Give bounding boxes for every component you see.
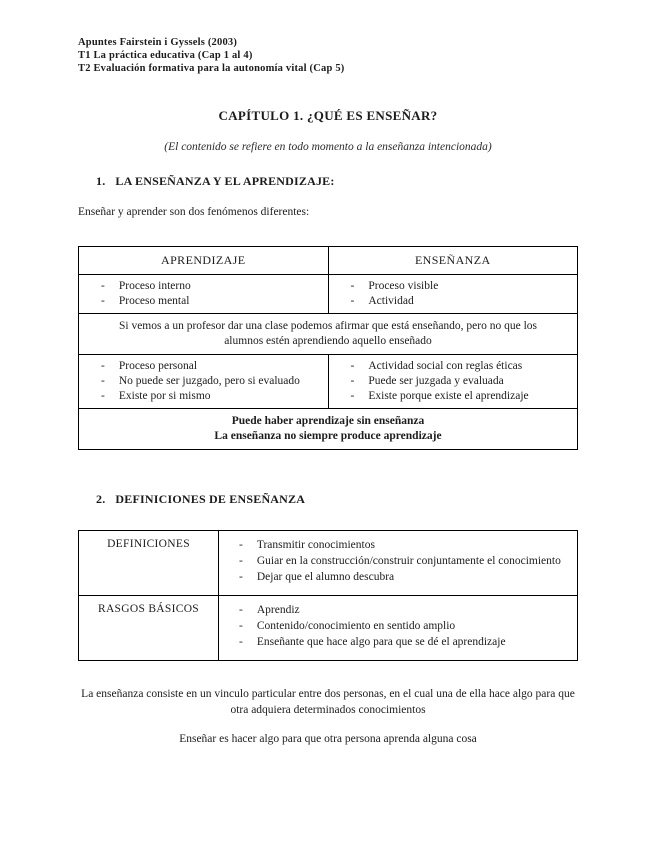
- bullet-item: [85, 359, 322, 374]
- header-line-2: T1 La práctica educativa (Cap 1 al 4): [78, 50, 253, 61]
- section-2-heading: [78, 492, 578, 507]
- bullet-dash: -: [350, 280, 355, 292]
- table2-cell-rasgos: [219, 596, 578, 661]
- bullet-item: [225, 569, 571, 585]
- table-row: [79, 355, 578, 409]
- bullet-text: Proceso interno: [118, 280, 191, 292]
- bullet-item: [85, 279, 322, 294]
- section-1-heading: [78, 174, 578, 189]
- bullet-dash: -: [350, 375, 355, 387]
- table1-span-statement: Si vemos a un profesor dar una clase podemos afirmar que está enseñando, pero no que los alumnos estén aprendiendo aquello enseñado: [79, 314, 578, 355]
- chapter-title: CAPÍTULO 1. ¿QUÉ ES ENSEÑAR?: [218, 108, 438, 123]
- bullet-dash: -: [101, 280, 105, 292]
- bullet-item: [85, 389, 322, 404]
- bullet-text: No puede ser juzgado, pero si evaluado: [118, 375, 300, 387]
- bullet-text: Puede ser juzgada y evaluada: [368, 375, 504, 387]
- table-row: [79, 531, 578, 596]
- conclusion-line-2: La enseñanza no siempre produce aprendizaje: [214, 430, 442, 442]
- bullet-dash: -: [239, 620, 243, 632]
- bullet-text: Actividad: [368, 295, 414, 307]
- header-line-3: T2 Evaluación formativa para la autonomía vital (Cap 5): [78, 63, 345, 74]
- bullet-item: [335, 294, 572, 309]
- bullet-item: [335, 279, 572, 294]
- chapter-subtitle: (El contenido se refiere en todo momento a la enseñanza intencionada): [164, 141, 492, 153]
- bullet-item: [85, 374, 322, 389]
- closing-paragraph: La enseñanza consiste en un vinculo particular entre dos personas, en el cual una de ella hace algo para que otra adquiera determinados conocimientos: [81, 688, 575, 716]
- document-header: [78, 36, 578, 75]
- section-1-number: 1.: [96, 174, 106, 188]
- bullet-text: Proceso mental: [118, 295, 190, 307]
- bullet-text: Existe porque existe el aprendizaje: [368, 390, 529, 402]
- bullet-item: [225, 634, 571, 650]
- bullet-item: [225, 602, 571, 618]
- conclusion-line-1: Puede haber aprendizaje sin enseñanza: [231, 415, 425, 427]
- bullet-text: Guiar en la construcción/construir conjuntamente el conocimiento: [256, 555, 561, 567]
- bullet-item: [85, 294, 322, 309]
- section-2-title: DEFINICIONES DE ENSEÑANZA: [115, 492, 306, 506]
- bullet-text: Transmitir conocimientos: [256, 539, 375, 551]
- bullet-text: Dejar que el alumno descubra: [256, 571, 395, 583]
- bullet-dash: -: [350, 360, 355, 372]
- bullet-dash: -: [101, 360, 105, 372]
- table-header-row: [79, 247, 578, 275]
- bullet-dash: -: [101, 390, 105, 402]
- definitions-table: [78, 530, 578, 661]
- table1-cell-ensenanza-2: [328, 355, 578, 409]
- bullet-text: Enseñante que hace algo para que se dé el aprendizaje: [256, 636, 506, 648]
- bullet-item: [335, 389, 572, 404]
- table1-cell-aprendizaje-1: [79, 275, 329, 314]
- table1-cell-aprendizaje-2: [79, 355, 329, 409]
- table1-cell-ensenanza-1: [328, 275, 578, 314]
- bullet-dash: -: [350, 390, 355, 402]
- table-row: [79, 409, 578, 450]
- bullet-text: Actividad social con reglas éticas: [368, 360, 523, 372]
- table2-label-definiciones: DEFINICIONES: [79, 531, 219, 596]
- bullet-dash: -: [350, 295, 355, 307]
- bullet-text: Proceso personal: [118, 360, 198, 372]
- header-line-1: Apuntes Fairstein i Gyssels (2003): [78, 37, 238, 48]
- closing-statement: Enseñar es hacer algo para que otra persona aprenda alguna cosa: [179, 733, 477, 745]
- table1-header-ensenanza: ENSEÑANZA: [328, 247, 578, 275]
- table2-label-rasgos: RASGOS BÁSICOS: [79, 596, 219, 661]
- bullet-text: Contenido/conocimiento en sentido amplio: [256, 620, 456, 632]
- comparison-table: [78, 246, 578, 450]
- bullet-dash: -: [239, 539, 243, 551]
- bullet-item: [335, 359, 572, 374]
- bullet-dash: -: [239, 604, 243, 616]
- section-1-intro: Enseñar y aprender son dos fenómenos diferentes:: [78, 206, 310, 218]
- table-row: [79, 275, 578, 314]
- bullet-text: Proceso visible: [368, 280, 439, 292]
- section-1-title: LA ENSEÑANZA Y EL APRENDIZAJE:: [115, 174, 335, 188]
- bullet-dash: -: [101, 295, 105, 307]
- bullet-item: [225, 553, 571, 569]
- bullet-text: Aprendiz: [256, 604, 300, 616]
- bullet-dash: -: [239, 636, 243, 648]
- bullet-text: Existe por si mismo: [118, 390, 211, 402]
- bullet-item: [225, 537, 571, 553]
- table-row: [79, 596, 578, 661]
- bullet-dash: -: [101, 375, 105, 387]
- bullet-item: [335, 374, 572, 389]
- table2-cell-definiciones: [219, 531, 578, 596]
- bullet-dash: -: [239, 555, 243, 567]
- section-2-number: 2.: [96, 492, 106, 506]
- bullet-dash: -: [239, 571, 243, 583]
- table-row: [79, 314, 578, 355]
- bullet-item: [225, 618, 571, 634]
- table1-header-aprendizaje: APRENDIZAJE: [79, 247, 329, 275]
- table1-conclusion-cell: [79, 409, 578, 450]
